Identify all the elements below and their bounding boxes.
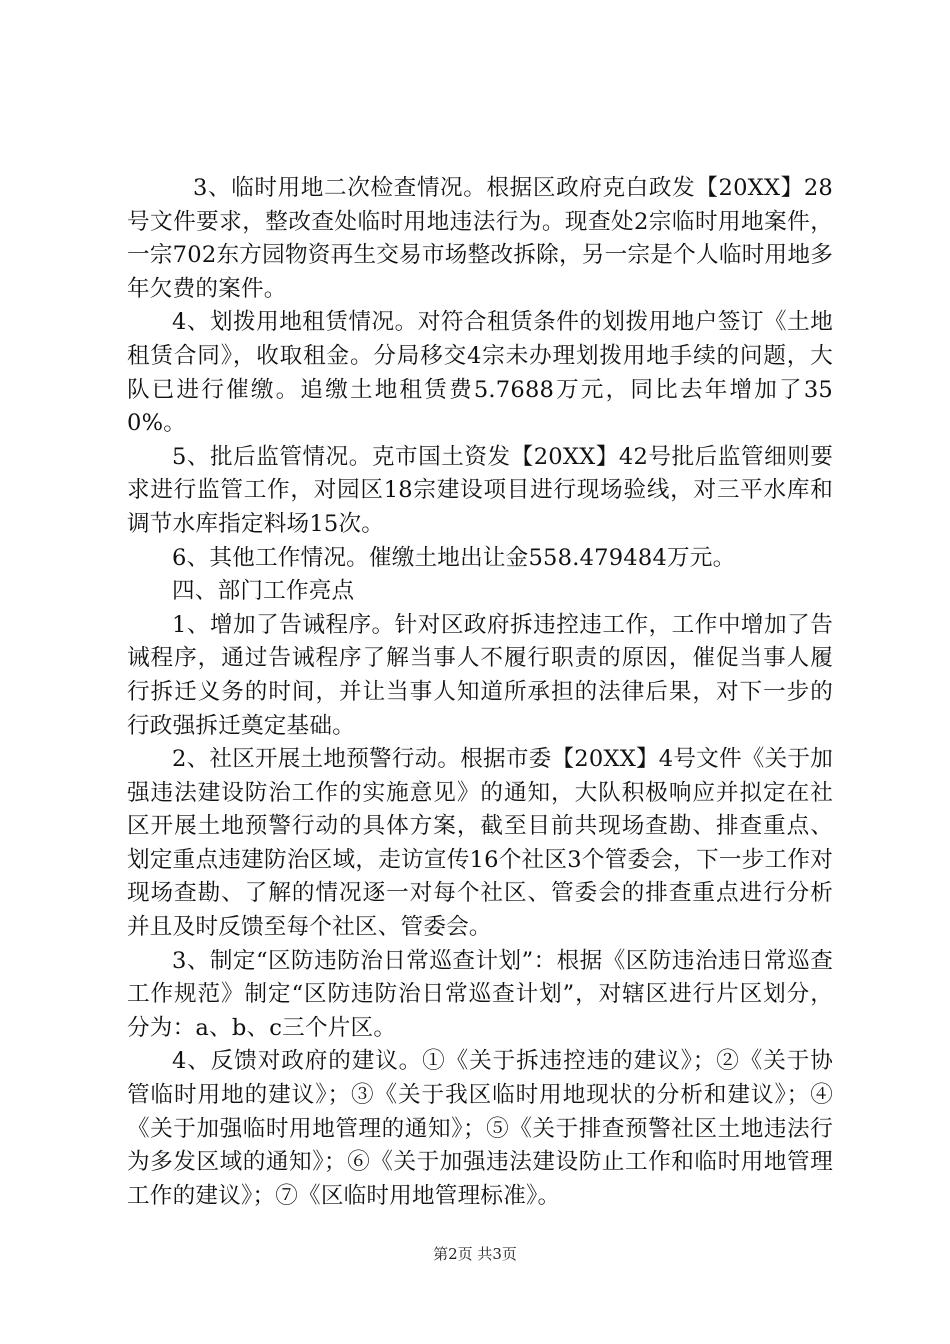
paragraph-warning-procedure: 1、增加了告诫程序。针对区政府拆违控违工作，工作中增加了告诫程序，通过告诫程序了解当事人不履行职责的原因，催促当事人履行拆迁义务的时间，并让当事人知道所承担的法律后果，对下一步的行政强拆迁奠定基础。 xyxy=(127,611,833,739)
page-footer: 第2页 共3页 xyxy=(433,1245,517,1263)
document-body xyxy=(127,172,833,1213)
paragraph-allocated-land-lease: 4、划拨用地租赁情况。对符合租赁条件的划拨用地户签订《土地租赁合同》，收取租金。分局移交4宗未办理划拨用地手续的问题，大队已进行催缴。追缴土地租赁费5.7688万元，同比去年增加了350%。 xyxy=(127,309,833,437)
paragraph-community-land-warning: 2、社区开展土地预警行动。根据市委【20XX】4号文件《关于加强违法建设防治工作的实施意见》的通知，大队积极响应并拟定在社区开展土地预警行动的具体方案，截至目前共现场查勘、排查重点、划定重点违建防治区域，走访宣传16个社区3个管委会，下一步工作对现场查勘、了解的情况逐一对每个社区、管委会的排查重点进行分析并且及时反馈至每个社区、管委会。 xyxy=(127,746,833,941)
paragraph-other-work: 6、其他工作情况。催缴土地出让金558.479484万元。 xyxy=(172,544,736,571)
paragraph-temporary-land-inspection: 3、临时用地二次检查情况。根据区政府克白政发【20XX】28号文件要求，整改查处临时用地违法行为。现查处2宗临时用地案件，一宗702东方园物资再生交易市场整改拆除，另一宗是个人临时用地多年欠费的案件。 xyxy=(127,175,833,302)
paragraph-post-approval-supervision: 5、批后监管情况。克市国土资发【20XX】42号批后监管细则要求进行监管工作，对园区18宗建设项目进行现场验线，对三平水库和调节水库指定料场15次。 xyxy=(127,443,833,537)
paragraph-patrol-plan: 3、制定“区防违防治日常巡查计划”：根据《区防违治违日常巡查工作规范》制定“区防违防治日常巡查计划”，对辖区进行片区划分，分为：a、b、c三个片区。 xyxy=(127,947,833,1041)
section-heading-highlights: 四、部门工作亮点 xyxy=(172,578,355,605)
paragraph-government-suggestions: 4、反馈对政府的建议。①《关于拆违控违的建议》；②《关于协管临时用地的建议》；③《关于我区临时用地现状的分析和建议》；④《关于加强临时用地管理的通知》；⑤《关于排查预警社区土地违法行为多发区域的通知》；⑥《关于加强违法建设防止工作和临时用地管理工作的建议》；⑦《区临时用地管理标准》。 xyxy=(127,1048,833,1209)
